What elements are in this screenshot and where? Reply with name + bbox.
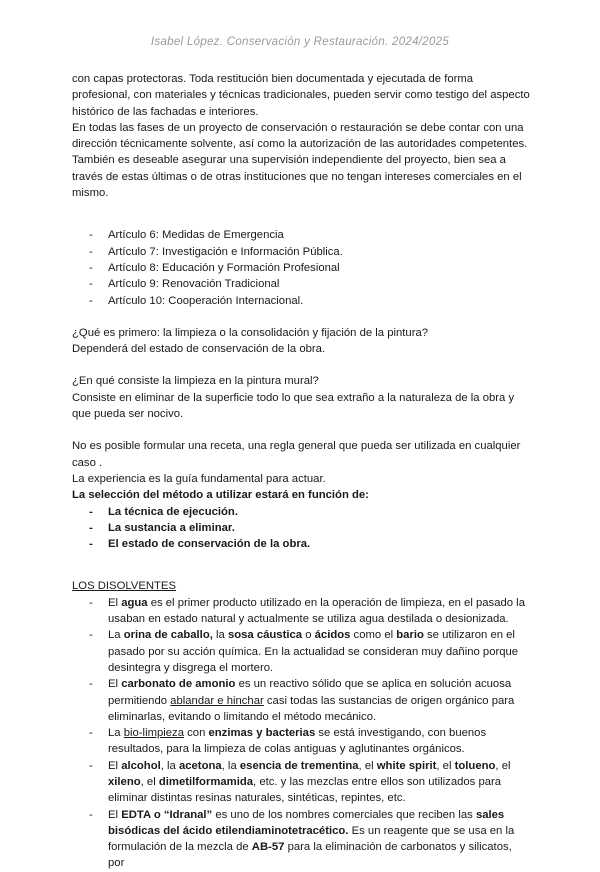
recipe-heading: La selección del método a utilizar estará en función de: bbox=[72, 489, 369, 502]
recipe-paragraph: No es posible formular una receta, una regla general que pueda ser utilizada en cualquier caso . bbox=[72, 440, 521, 469]
list-item: - Artículo 7: Investigación e Información Pública. bbox=[72, 244, 530, 260]
question: ¿Qué es primero: la limpieza o la consolidación y fijación de la pintura? bbox=[72, 326, 429, 339]
intro-paragraph: También es deseable asegurar una supervisión independiente del proyecto, bien sea a través de estas últimas o de otras instituciones que no tengan intereses comerciales en el mismo. bbox=[72, 154, 522, 200]
page-header: Isabel López. Conservación y Restauración. 2024/2025 bbox=[150, 36, 450, 48]
list-item: - La orina de caballo, la sosa cáustica o ácidos como el bario se utilizaron en el pasado por su acción química. En la actualidad se consideran muy dañino porque desintegra y disgrega el mortero. bbox=[72, 627, 530, 676]
list-item: - La técnica de ejecución. bbox=[72, 504, 530, 520]
answer: Consiste en eliminar de la superficie todo lo que sea extraño a la naturaleza de la obra y que pueda ser nocivo. bbox=[72, 391, 515, 421]
intro-paragraph: con capas protectoras. Toda restitución bien documentada y ejecutada de forma profesional, con materiales y técnicas tradicionales, pueden servir como testigo del aspecto histórico de las fachadas e interiores. bbox=[72, 73, 530, 118]
document-body bbox=[72, 71, 530, 872]
list-item: - El estado de conservación de la obra. bbox=[72, 536, 530, 552]
list-item: - Artículo 9: Renovación Tradicional bbox=[72, 276, 530, 292]
list-item: - Artículo 6: Medidas de Emergencia bbox=[72, 227, 530, 243]
list-item: - El alcohol, la acetona, la esencia de trementina, el white spirit, el tolueno, el xileno, el dimetilformamida, etc. y las mezclas entre ellos son utilizados para eliminar distintas resinas naturales, sintéticas, repintes, etc. bbox=[72, 758, 530, 807]
intro-paragraph: En todas las fases de un proyecto de conservación o restauración se debe contar con una dirección técnicamente solvente, así como la autorización de las autoridades competentes. bbox=[72, 121, 528, 151]
section-title: LOS DISOLVENTES bbox=[72, 580, 177, 593]
answer: Dependerá del estado de conservación de la obra. bbox=[72, 343, 326, 356]
list-item: - El agua es el primer producto utilizado en la operación de limpieza, en el pasado la usaban en estado natural y actualmente se utiliza agua destilada o desionizada. bbox=[72, 595, 530, 628]
recipe-paragraph: La experiencia es la guía fundamental para actuar. bbox=[72, 472, 326, 485]
list-item: - Artículo 10: Cooperación Internacional. bbox=[72, 293, 530, 309]
list-item: - El EDTA o “Idranal” es uno de los nombres comerciales que reciben las sales bisódicas del ácido etilendiaminotetracético. Es un reagente que se usa en la formulación de la mezcla de AB-57 para la eliminación de carbonatos y silicatos, por bbox=[72, 807, 530, 872]
articles-list bbox=[72, 227, 530, 308]
list-item: - El carbonato de amonio es un reactivo sólido que se aplica en solución acuosa permitiendo ablandar e hinchar casi todas las sustancias de origen orgánico para eliminarlas, evitando o limitando el método mecánico. bbox=[72, 676, 530, 725]
question: ¿En qué consiste la limpieza en la pintura mural? bbox=[72, 375, 319, 388]
criteria-list bbox=[72, 504, 530, 553]
solvents-list bbox=[72, 595, 530, 872]
list-item: - La bio-limpieza con enzimas y bacterias se está investigando, con buenos resultados, para la limpieza de colas antiguas y aglutinantes orgánicos. bbox=[72, 725, 530, 758]
list-item: - La sustancia a eliminar. bbox=[72, 520, 530, 536]
list-item: - Artículo 8: Educación y Formación Profesional bbox=[72, 260, 530, 276]
